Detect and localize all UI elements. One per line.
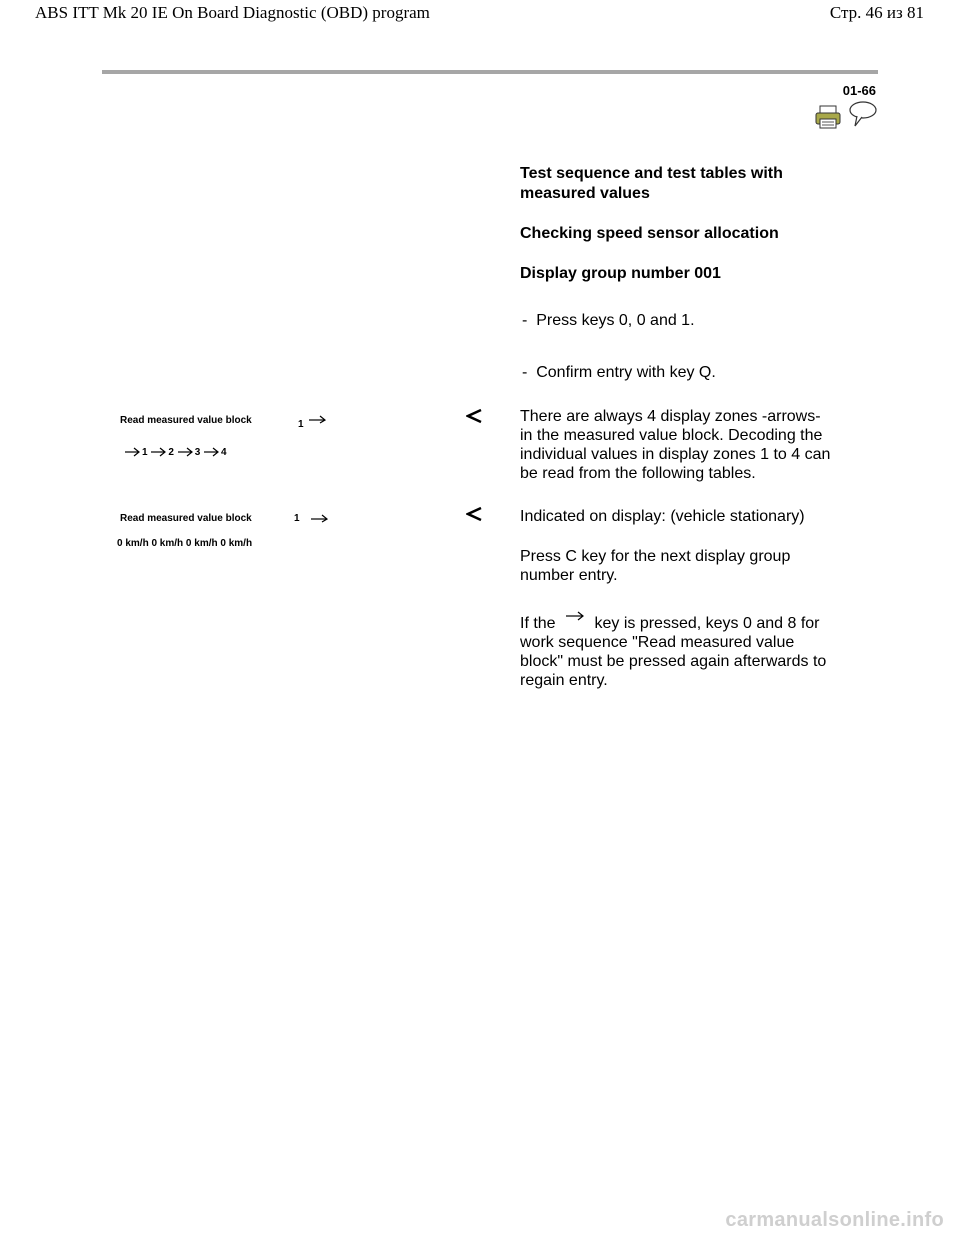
arrow-right-icon [310, 513, 330, 523]
paragraph-display-zones: There are always 4 display zones -arrows- in the measured value block. Decoding the individual values in display zones 1 to 4 can be read from the following tables. [520, 408, 831, 482]
subheading-speed-sensor: Checking speed sensor allocation [520, 225, 779, 242]
paragraph-press-c-key: Press C key for the next display group number entry. [520, 548, 791, 584]
step-press-keys: - Press keys 0, 0 and 1. [522, 312, 695, 329]
subheading-display-group: Display group number 001 [520, 265, 721, 282]
arrow-right-icon [124, 447, 142, 457]
paragraph-arrow-key-note: If the key is pressed, keys 0 and 8 for work sequence "Read measured value block" must be pressed again afterwards to regain entry. [520, 610, 870, 690]
display2-group: 1 [294, 513, 300, 524]
display2-values: 0 km/h 0 km/h 0 km/h 0 km/h [117, 538, 253, 549]
header-divider [102, 70, 878, 74]
paragraph-indicated-display: Indicated on display: (vehicle stationary) [520, 508, 805, 525]
display1-group: 1 [298, 419, 304, 430]
arrow-right-icon [308, 414, 328, 424]
footer-watermark: carmanualsonline.info [725, 1209, 944, 1231]
arrow-right-icon [564, 610, 586, 622]
step-confirm-entry: - Confirm entry with key Q. [522, 364, 716, 381]
page-reference: 01-66 [842, 83, 876, 98]
comment-button[interactable] [848, 100, 878, 133]
page-counter: Стр. 46 из 81 [829, 3, 924, 22]
print-button[interactable] [815, 105, 841, 134]
display1-label: Read measured value block [120, 415, 252, 426]
document-title: ABS ITT Mk 20 IE On Board Diagnostic (OBD) program [35, 3, 430, 22]
section-heading: Test sequence and test tables with measured values [520, 165, 783, 202]
speech-bubble-icon [848, 100, 878, 128]
arrow-right-icon [203, 447, 221, 457]
print-icon [815, 105, 841, 129]
arrow-right-icon [150, 447, 168, 457]
display2-label: Read measured value block [120, 513, 252, 524]
display1-zones: 1 2 3 4 [124, 447, 227, 458]
pointer-left-icon [466, 408, 482, 424]
arrow-right-icon [177, 447, 195, 457]
pointer-left-icon [466, 506, 482, 522]
